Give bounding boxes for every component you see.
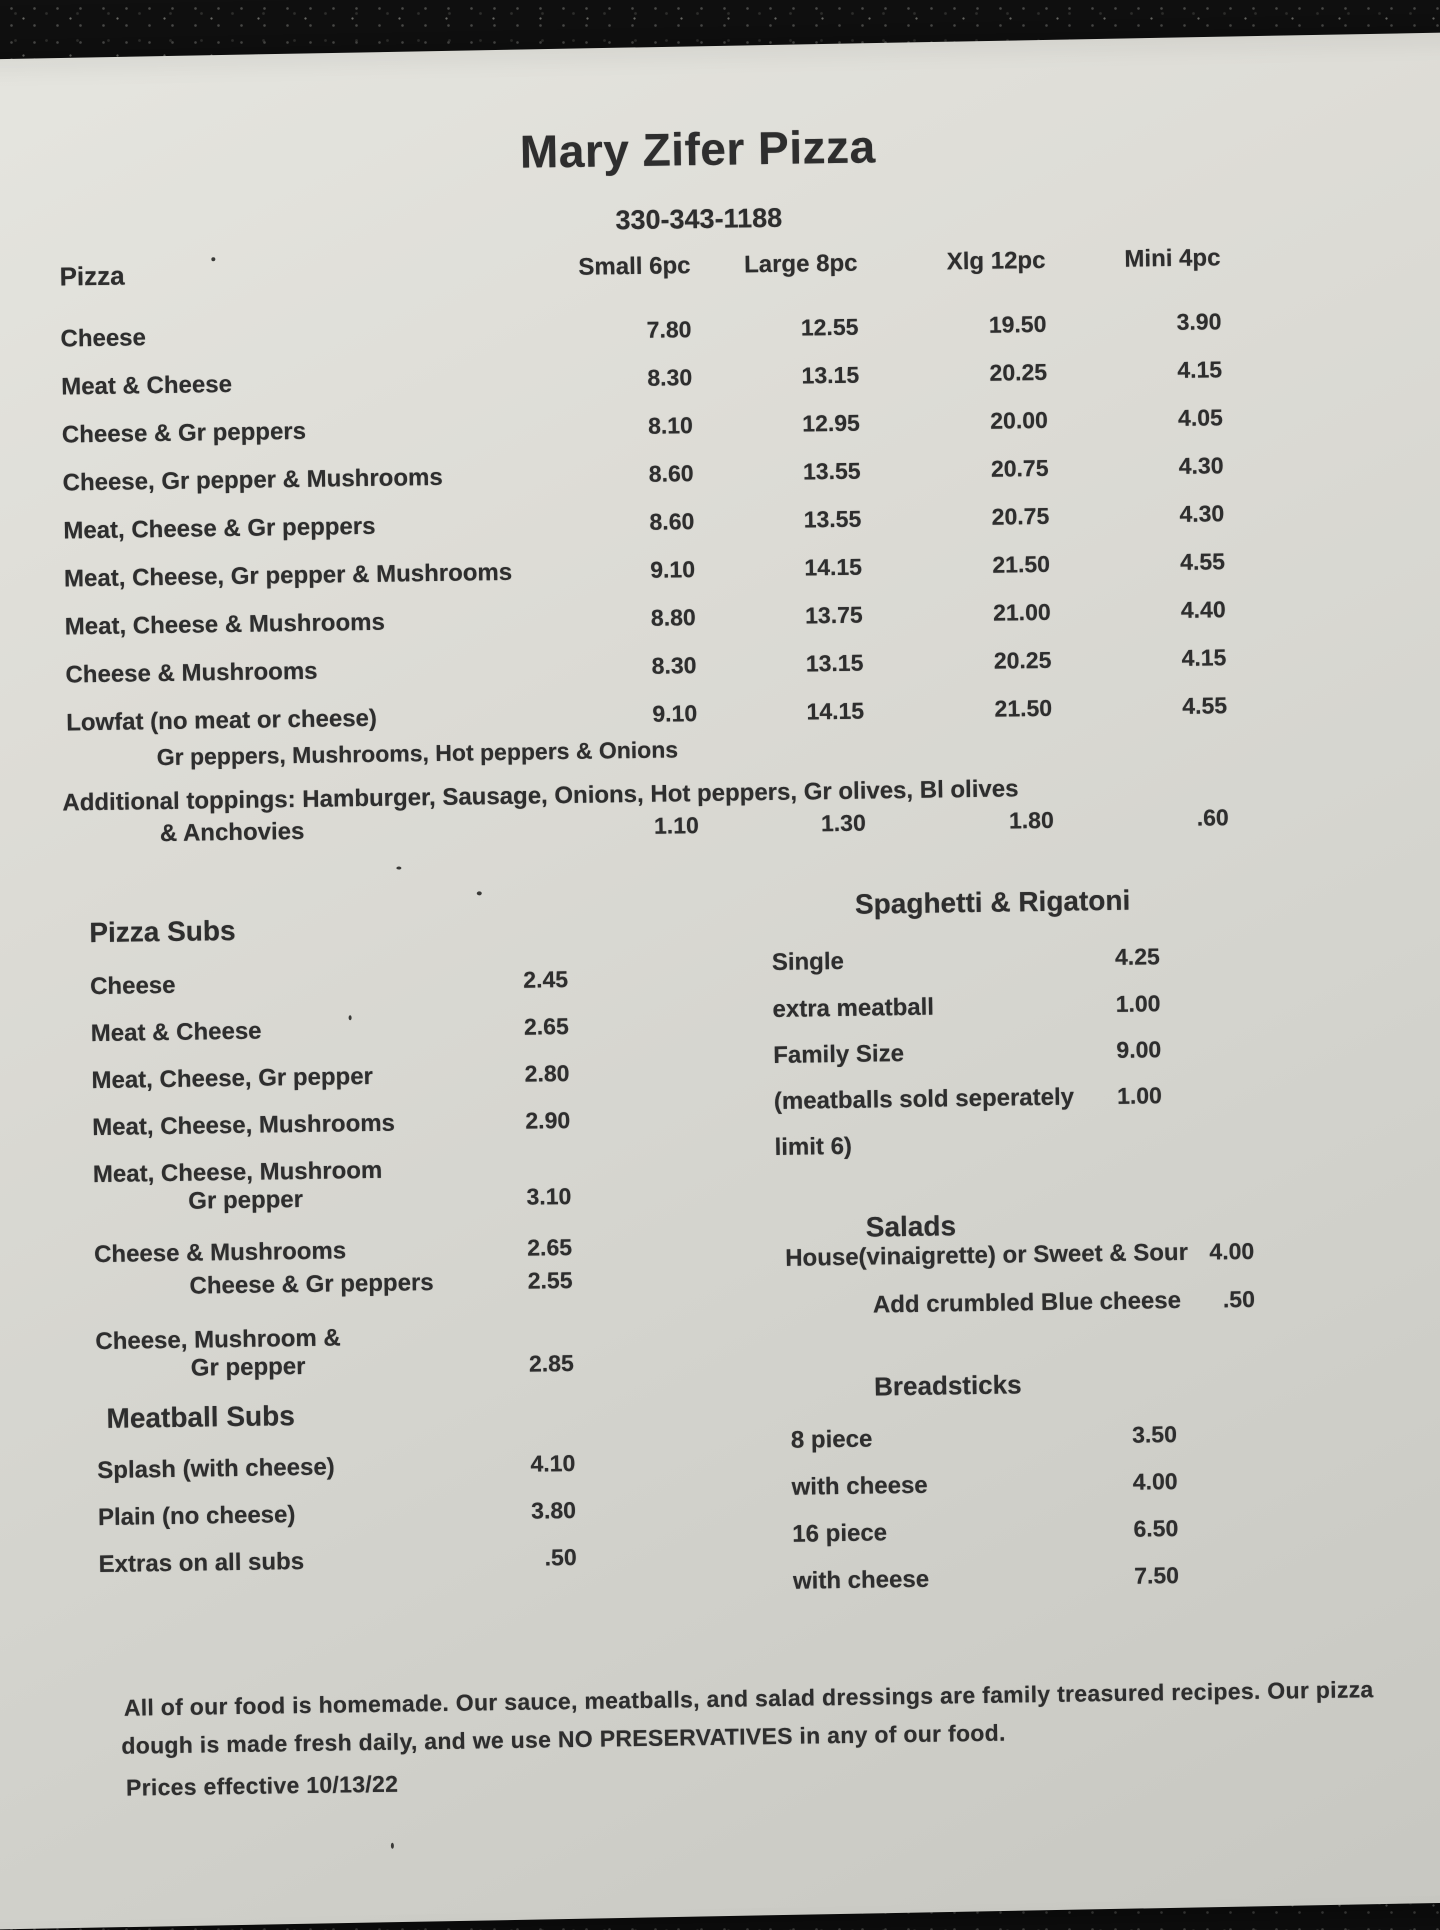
item-name: extra meatball	[772, 993, 935, 1024]
item-price: 4.25	[1114, 943, 1160, 970]
sub-row	[98, 1544, 576, 1579]
phone-number: 330-343-1188	[615, 202, 783, 236]
price-mini: 3.90	[1176, 308, 1222, 335]
price-xlg: 21.50	[994, 694, 1053, 722]
sub-price: 2.80	[524, 1060, 570, 1087]
item-name: with cheese	[791, 1471, 928, 1501]
price-mini: 4.15	[1181, 644, 1227, 671]
salad-row	[776, 1238, 1254, 1273]
price-small: 8.30	[647, 364, 693, 391]
salads-heading: Salads	[865, 1210, 957, 1243]
item-name: limit 6)	[774, 1132, 853, 1161]
paper-speck	[477, 891, 482, 895]
sub-row	[93, 1154, 572, 1217]
pizza-row	[62, 452, 1227, 497]
price-xlg: 20.75	[990, 454, 1049, 482]
item-name: Add crumbled Blue cheese	[872, 1286, 1182, 1319]
sub-name	[93, 1157, 383, 1217]
item-name: House(vinaigrette) or Sweet & Sour	[785, 1238, 1189, 1272]
price-mini: 4.15	[1177, 356, 1223, 383]
sub-name: Splash (with cheese)	[97, 1453, 335, 1485]
breadstick-row	[791, 1468, 1177, 1502]
sub-name-line1: Cheese, Mushroom &	[95, 1324, 341, 1356]
spaghetti-row	[772, 990, 1160, 1024]
item-name: 8 piece	[790, 1425, 873, 1454]
price-large: 14.15	[804, 553, 863, 581]
price-xlg: 21.00	[992, 598, 1051, 626]
sub-name: Cheese & Mushrooms	[93, 1237, 347, 1269]
salad-row	[777, 1286, 1255, 1321]
sub-row	[94, 1267, 572, 1302]
sub-price: 3.80	[530, 1496, 577, 1524]
pizza-item-name: Meat & Cheese	[61, 370, 233, 401]
price-small: 9.10	[652, 700, 698, 727]
price-mini: 4.05	[1177, 404, 1223, 431]
paper-speck	[396, 866, 401, 869]
pizza-item-name: Cheese	[60, 324, 147, 353]
sub-row	[91, 1060, 569, 1095]
lowfat-note: Gr peppers, Mushrooms, Hot peppers & Onions	[156, 736, 679, 771]
sub-name: Extras on all subs	[98, 1548, 305, 1579]
additional-toppings-line: Additional toppings: Hamburger, Sausage, Onions, Hot peppers, Gr olives, Bl olives	[62, 775, 1019, 817]
pizza-row	[64, 548, 1229, 593]
pizza-header-row	[59, 244, 1224, 292]
price-small: 8.30	[651, 652, 697, 679]
sub-row	[98, 1497, 576, 1532]
sub-price: 2.85	[528, 1349, 574, 1377]
pizza-row	[66, 692, 1231, 737]
item-price: 7.50	[1134, 1562, 1180, 1589]
footer-line-1: All of our food is homemade. Our sauce, meatballs, and salad dressings are family treasured recipes. Our pizza	[123, 1676, 1374, 1721]
item-price: 4.00	[1132, 1468, 1178, 1495]
sub-name: Cheese & Gr peppers	[189, 1269, 434, 1300]
price-mini: 4.30	[1178, 452, 1224, 479]
sub-name	[95, 1324, 341, 1384]
breadstick-row	[793, 1562, 1179, 1596]
price-xlg: 20.25	[989, 358, 1048, 386]
price-large: 1.30	[820, 809, 866, 837]
size-header-small: Small 6pc	[578, 252, 691, 281]
pizza-row	[62, 404, 1227, 449]
price-small: 8.80	[650, 604, 696, 631]
price-xlg: 20.75	[991, 502, 1050, 530]
paper-speck	[391, 1843, 394, 1849]
price-large: 12.95	[802, 409, 861, 437]
sub-row	[90, 966, 568, 1001]
anchovies-label: & Anchovies	[159, 817, 305, 848]
menu-title: Mary Zifer Pizza	[519, 120, 876, 178]
pizza-item-name: Cheese, Gr pepper & Mushrooms	[62, 463, 443, 497]
sub-price: 3.10	[526, 1183, 572, 1210]
price-mini: 4.30	[1179, 500, 1225, 527]
sub-row	[94, 1234, 572, 1269]
meatball-subs-heading: Meatball Subs	[106, 1400, 296, 1434]
item-name: Single	[771, 947, 845, 977]
sub-price: 2.65	[523, 1013, 569, 1040]
price-mini: 4.40	[1180, 596, 1226, 623]
price-large: 13.15	[801, 361, 860, 389]
sub-row	[91, 1013, 569, 1048]
item-name: with cheese	[792, 1565, 930, 1595]
pizza-subs-heading: Pizza Subs	[89, 914, 236, 949]
price-large: 14.15	[806, 697, 865, 725]
sub-name: Meat, Cheese, Gr pepper	[91, 1062, 374, 1095]
pizza-row	[63, 500, 1228, 545]
price-xlg: 19.50	[988, 310, 1047, 338]
pizza-item-name: Meat, Cheese & Gr peppers	[63, 512, 376, 545]
sub-price: 2.55	[527, 1267, 573, 1294]
price-mini: 4.55	[1179, 548, 1226, 575]
pizza-section-label: Pizza	[59, 260, 125, 292]
footer-line-2: dough is made fresh daily, and we use NO PRESERVATIVES in any of our food.	[121, 1719, 1006, 1759]
breadstick-row	[792, 1515, 1178, 1549]
pizza-item-name: Meat, Cheese, Gr pepper & Mushrooms	[63, 558, 513, 593]
price-small: 8.10	[647, 412, 694, 439]
item-price: .50	[1222, 1285, 1256, 1313]
price-large: 13.55	[803, 505, 862, 533]
price-xlg: 20.25	[993, 646, 1052, 674]
breadstick-row	[791, 1421, 1177, 1455]
pizza-item-name: Cheese & Mushrooms	[65, 657, 318, 689]
item-name: Family Size	[773, 1040, 905, 1069]
pizza-item-name: Meat, Cheese & Mushrooms	[64, 608, 386, 641]
price-small: 1.10	[653, 812, 699, 839]
price-small: 8.60	[649, 508, 695, 535]
spaghetti-row	[774, 1128, 1162, 1162]
price-mini: .60	[1196, 804, 1229, 831]
price-mini: 4.55	[1182, 692, 1228, 719]
paper-speck	[211, 257, 215, 261]
pizza-row	[60, 308, 1225, 353]
size-header-mini: Mini 4pc	[1124, 244, 1221, 273]
sub-row	[95, 1321, 574, 1384]
spaghetti-row	[773, 1036, 1161, 1070]
breadsticks-heading: Breadsticks	[873, 1369, 1022, 1402]
item-price: 9.00	[1116, 1036, 1162, 1063]
pizza-item-name: Lowfat (no meat or cheese)	[66, 704, 378, 737]
price-small: 8.60	[648, 460, 694, 487]
sub-name-line1: Meat, Cheese, Mushroom	[92, 1156, 383, 1189]
pizza-row	[65, 596, 1230, 641]
pizza-row	[61, 356, 1226, 401]
price-small: 9.10	[650, 556, 696, 583]
sub-name: Meat & Cheese	[90, 1017, 262, 1048]
spaghetti-heading: Spaghetti & Rigatoni	[854, 884, 1131, 920]
item-price: 4.00	[1209, 1237, 1255, 1265]
item-price: 3.50	[1131, 1421, 1178, 1448]
item-price: 6.50	[1133, 1515, 1179, 1542]
sub-price: 2.90	[525, 1107, 571, 1134]
sub-name-line2: Gr pepper	[190, 1352, 306, 1382]
sub-price: 4.10	[530, 1449, 576, 1477]
sub-row	[92, 1107, 570, 1142]
sub-price: 2.65	[527, 1234, 573, 1261]
price-large: 13.75	[804, 601, 863, 629]
size-header-large: Large 8pc	[743, 249, 858, 279]
price-large: 13.15	[805, 649, 864, 677]
price-xlg: 1.80	[1008, 806, 1054, 834]
pizza-item-name: Cheese & Gr peppers	[61, 417, 307, 449]
price-small: 7.80	[646, 316, 692, 343]
prices-effective-date: Prices effective 10/13/22	[125, 1770, 399, 1801]
sub-name: Plain (no cheese)	[97, 1501, 296, 1532]
spaghetti-row	[772, 943, 1160, 977]
paper-speck	[349, 1015, 352, 1020]
price-xlg: 20.00	[990, 406, 1049, 434]
sub-name-line2: Gr pepper	[188, 1185, 304, 1215]
item-price: 1.00	[1115, 990, 1161, 1017]
item-price: 1.00	[1116, 1082, 1163, 1109]
price-large: 12.55	[800, 313, 859, 341]
size-header-xlg: Xlg 12pc	[946, 246, 1046, 276]
price-large: 13.55	[802, 457, 861, 485]
sub-name: Meat, Cheese, Mushrooms	[92, 1109, 396, 1142]
item-name: 16 piece	[792, 1519, 888, 1548]
sub-row	[97, 1450, 575, 1485]
pizza-row	[65, 644, 1230, 689]
price-xlg: 21.50	[992, 550, 1051, 578]
item-name: (meatballs sold seperately	[773, 1083, 1075, 1115]
sub-name: Cheese	[89, 971, 176, 1001]
spaghetti-row	[774, 1082, 1162, 1116]
sub-price: .50	[544, 1543, 577, 1571]
sub-price: 2.45	[523, 966, 569, 993]
